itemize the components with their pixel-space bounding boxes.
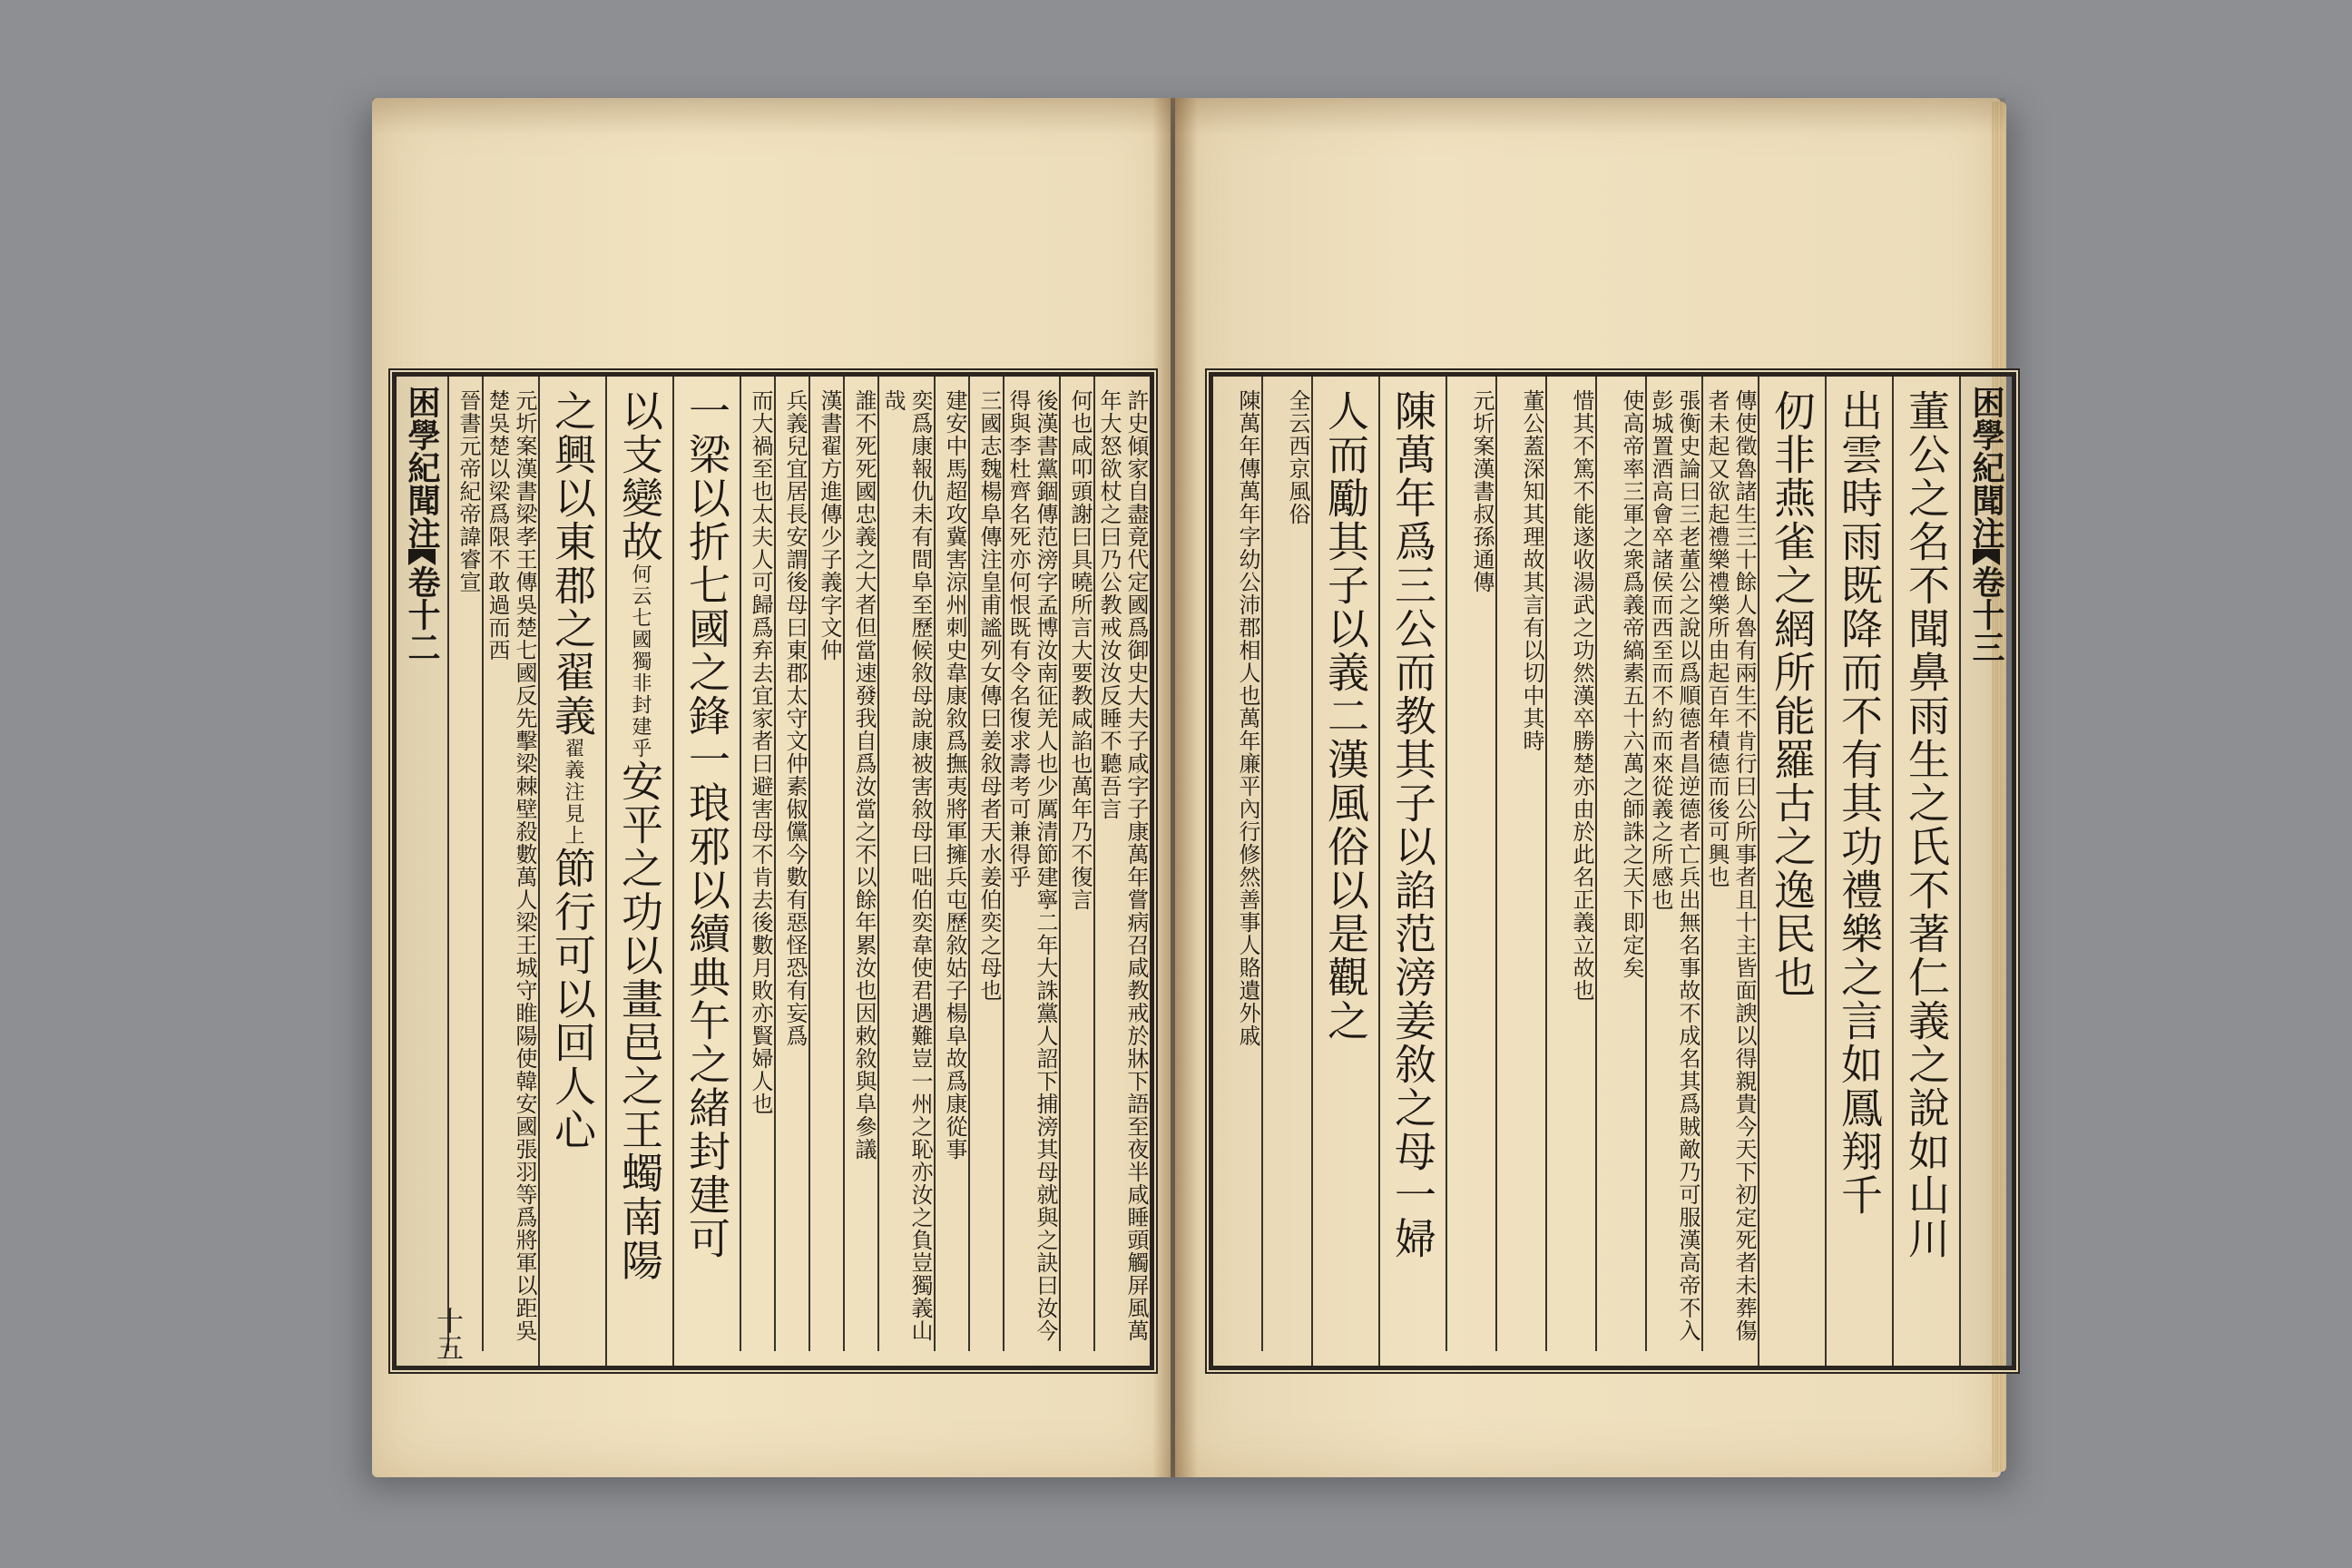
right-page-text-frame bbox=[1209, 372, 2016, 1370]
left-note-2: 何也咸叩頭謝曰具曉所言大要教咸諂也萬年乃不復言 bbox=[1059, 377, 1093, 1351]
right-main-line-1: 董公之名不聞鼻雨生之氏不著仁義之說如山川 bbox=[1892, 377, 1959, 1366]
left-main-line-1: 一梁以折七國之鋒一琅邪以續典午之緒封建可 bbox=[672, 377, 740, 1366]
left-note-11: 何云七國獨非封建乎 bbox=[629, 564, 652, 760]
right-spine-title: 困學紀聞注 bbox=[1967, 386, 2005, 549]
right-main-line-5: 人而勵其子以義二漢風俗以是觀之 bbox=[1311, 377, 1378, 1366]
fishtail-mark-icon bbox=[1973, 549, 2000, 565]
left-main-line-5: 節行可以回人心 bbox=[548, 847, 597, 1152]
right-main-line-3: 仞非燕雀之網所能羅古之逸民也 bbox=[1758, 377, 1825, 1366]
right-note-3: 使高帝率三軍之衆爲義帝縞素五十六萬之師誅之天下即定矣 bbox=[1595, 377, 1645, 1351]
left-note-6: 奕爲康報仇未有間阜至歷候敘母說康被害敘母曰咄伯奕韋使君遇難豈一州之恥亦汝之負豈獨義山哉 bbox=[877, 377, 934, 1351]
left-note-9: 兵義兒宜居長安謂後母曰東郡太守文仲素俶儻今數有惡怪恐有妄爲 bbox=[774, 377, 808, 1351]
right-main-line-2: 出雲時雨既降而不有其功禮樂之言如鳳翔千 bbox=[1825, 377, 1892, 1366]
right-note-1: 傳使徵魯諸生三十餘人魯有兩生不肯行曰公所事者且十主皆面諛以得親貴今天下初定死者未葬傷者未起又欲起禮樂禮樂所由起百年積德而後可興也 bbox=[1701, 377, 1758, 1351]
right-note-6: 元圻案漢書叔孫通傳 bbox=[1446, 377, 1495, 1351]
left-page-columns bbox=[397, 377, 1150, 1366]
left-note-10: 而大禍至也太夫人可歸爲弃去宜家者曰避害母不肯去後數月敗亦賢婦人也 bbox=[740, 377, 774, 1351]
right-note-7: 全云西京風俗 bbox=[1261, 377, 1311, 1351]
left-note-13: 元圻案漢書梁孝王傳吳楚七國反先擊梁棘壁殺數萬人梁王城守睢陽使韓安國張羽等爲將軍以距吳楚吳楚以梁爲限不敢過而西 bbox=[482, 377, 538, 1351]
right-note-4: 惜其不篤不能遂收湯武之功然漢卒勝楚亦由於此名正義立故也 bbox=[1545, 377, 1595, 1351]
right-main-line-4: 陳萬年爲三公而教其子以諂范滂姜敘之母一婦 bbox=[1378, 377, 1446, 1366]
left-note-1: 許史傾家自盡竟代定國爲御史大夫子咸字子康萬年嘗病召咸教戒於牀下語至夜半咸睡頭觸屏風萬年大怒欲杖之曰乃公教戒汝汝反睡不聽吾言 bbox=[1093, 377, 1150, 1351]
left-main-line-2-group bbox=[605, 377, 672, 1366]
left-main-line-4-group bbox=[538, 377, 605, 1366]
left-note-5: 建安中馬超攻冀害涼州刺史韋康敘爲撫夷將軍擁兵屯歷敘姑子楊阜故爲康從事 bbox=[934, 377, 968, 1351]
left-spine-volume: 卷十二 bbox=[403, 565, 441, 663]
left-spine-column bbox=[397, 377, 447, 1366]
left-note-3: 後漢書黨錮傳范滂字孟博汝南征羌人也少厲清節建寧二年大誅黨人詔下捕滂其母就與之訣曰汝今得與李杜齊名死亦何恨既有令名復求壽考可兼得乎 bbox=[1003, 377, 1059, 1351]
left-note-7: 誰不死死國忠義之大者但當速發我自爲汝當之不以餘年累汝也因敕敘與阜參議 bbox=[843, 377, 877, 1351]
fishtail-mark-icon bbox=[408, 549, 436, 565]
right-page-columns bbox=[1213, 377, 2012, 1366]
left-note-4: 三國志魏楊阜傳注皇甫謐列女傳曰姜敘母者天水姜伯奕之母也 bbox=[968, 377, 1003, 1351]
right-note-8: 陳萬年傳萬年字幼公沛郡相人也萬年廉平內行修然善事人賂遺外戚 bbox=[1235, 389, 1260, 1047]
left-main-line-4: 之興以東郡之翟義 bbox=[548, 389, 597, 738]
left-page-text-frame bbox=[392, 372, 1154, 1370]
left-main-line-2: 以支變故 bbox=[615, 389, 664, 564]
left-note-12: 翟義注見上 bbox=[562, 738, 584, 847]
right-note-5: 董公蓋深知其理故其言有以切中其時 bbox=[1495, 377, 1545, 1351]
right-spine-volume: 卷十三 bbox=[1967, 565, 2005, 663]
left-note-14: 晉書元帝紀帝諱睿宣 bbox=[447, 377, 482, 1351]
left-main-line-3: 安平之功以畫邑之王蠋南陽 bbox=[615, 760, 664, 1282]
right-spine-column bbox=[1959, 377, 2012, 1366]
right-note-2: 張衡史論曰三老董公之說以爲順德者昌逆德者亡兵出無名事故不成名其爲賊敵乃可服漢高帝不入彭城置酒高會卒諸侯而西至而不約而來從義之所感也 bbox=[1645, 377, 1701, 1351]
top-shading bbox=[372, 98, 2005, 134]
left-spine-title: 困學紀聞注 bbox=[403, 386, 441, 549]
left-folio-number: 十五 bbox=[431, 1307, 463, 1361]
left-note-8: 漢書翟方進傳少子義字文仲 bbox=[808, 377, 843, 1351]
book-gutter bbox=[1152, 98, 1198, 1477]
